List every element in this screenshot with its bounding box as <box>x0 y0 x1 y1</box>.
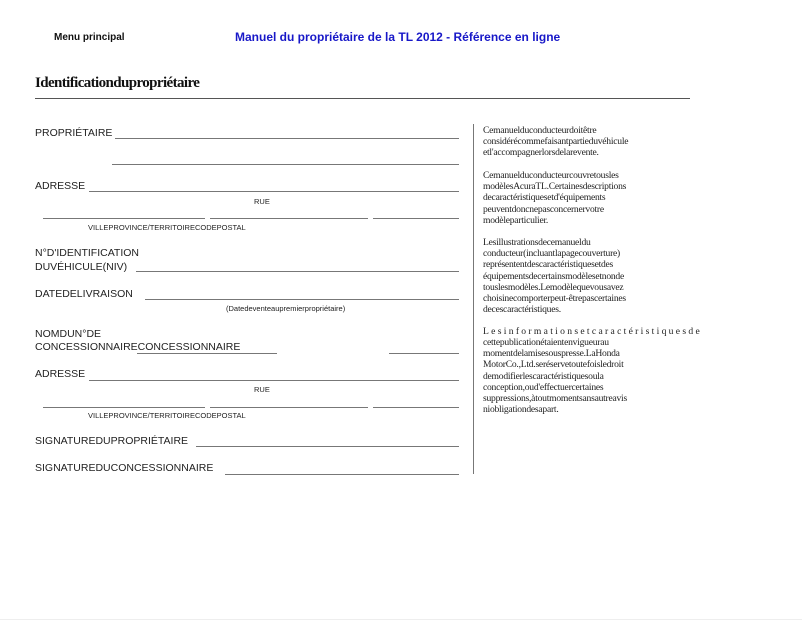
column-divider <box>473 124 474 474</box>
owner-signature-label: SIGNATUREDUPROPRIÉTAIRE <box>35 435 189 447</box>
owner-line-2 <box>112 164 459 165</box>
owner-signature-line <box>196 446 459 447</box>
dealer-province-line <box>210 407 368 408</box>
delivery-date-line <box>145 299 459 300</box>
dealer-address-line <box>89 380 459 381</box>
dealer-city-line <box>43 407 205 408</box>
dealer-street-label: RUE <box>254 385 270 394</box>
delivery-date-label: DATEDELIVRAISON <box>35 288 133 300</box>
delivery-date-hint: (Datedeventeaupremierpropriétaire) <box>226 304 346 313</box>
note-paragraph-2: Cemanuelduconducteurcouvretousles modèlesAcuraTL.Certainesdescriptions decaractéristiquesetd'équipements peuventdoncnepasconcernervotre modèleparticulier. <box>483 170 627 226</box>
dealer-signature-label: SIGNATUREDUCONCESSIONNAIRE <box>35 462 214 474</box>
page-title: Identificationdupropriétaire <box>35 75 200 91</box>
dealer-address-label: ADRESSE <box>35 368 86 380</box>
street-label: RUE <box>254 197 270 206</box>
dealer-city-province-postal-label: VILLEPROVINCE/TERRITOIRECODEPOSTAL <box>88 411 246 420</box>
note-paragraph-1: Cemanuelduconducteurdoitêtre considérécommefaisantpartieduvéhicule etl'accompagnerlorsdelarevente. <box>483 125 629 159</box>
postal-line <box>373 218 459 219</box>
city-province-postal-label: VILLEPROVINCE/TERRITOIRECODEPOSTAL <box>88 223 246 232</box>
dealer-name-label-line1: NOMDUN°DE <box>35 328 102 340</box>
owner-label: PROPRIÉTAIRE <box>35 127 113 139</box>
note-paragraph-3: Lesillustrationsdecemanueldu conducteur(incluantlapagecouverture) représententdescaractéristiquesetdes équipementsdecertainsmodèlesetnonde touslesmodèles.Lemodèlequevousavez choisinecomporterpeut-êtrepascertaines decescaractéristiques. <box>483 237 626 316</box>
dealer-name-label-line2: CONCESSIONNAIRECONCESSIONNAIRE <box>35 341 241 353</box>
city-line <box>43 218 205 219</box>
title-divider <box>35 98 690 99</box>
province-line <box>210 218 368 219</box>
dealer-name-line <box>137 353 277 354</box>
address-label: ADRESSE <box>35 180 86 192</box>
owner-line <box>115 138 459 139</box>
dealer-postal-line <box>373 407 459 408</box>
vin-label-line2: DUVÉHICULE(NIV) <box>35 261 128 273</box>
dealer-signature-line <box>225 474 459 475</box>
address-line <box>89 191 459 192</box>
note-paragraph-4: cettepublicationétaientenvigueurau momentdelamisesouspresse.LaHonda MotorCo.,Ltd.seréservetoutefoisledroit demodifierlescaractéristiquesoula conception,oud'effectuercertaines suppressions,àtoutmomentsansautreavis niobligationdesapart. <box>483 337 627 416</box>
dealer-number-line <box>389 353 459 354</box>
vin-label-line1: N°D'IDENTIFICATION <box>35 247 140 259</box>
manual-title-link[interactable]: Manuel du propriétaire de la TL 2012 - Référence en ligne <box>235 30 561 44</box>
vin-line <box>136 271 459 272</box>
note-paragraph-4-first-line: Lesinformationsetcaractéristiquesde <box>483 326 703 337</box>
main-menu-link[interactable]: Menu principal <box>54 32 125 43</box>
